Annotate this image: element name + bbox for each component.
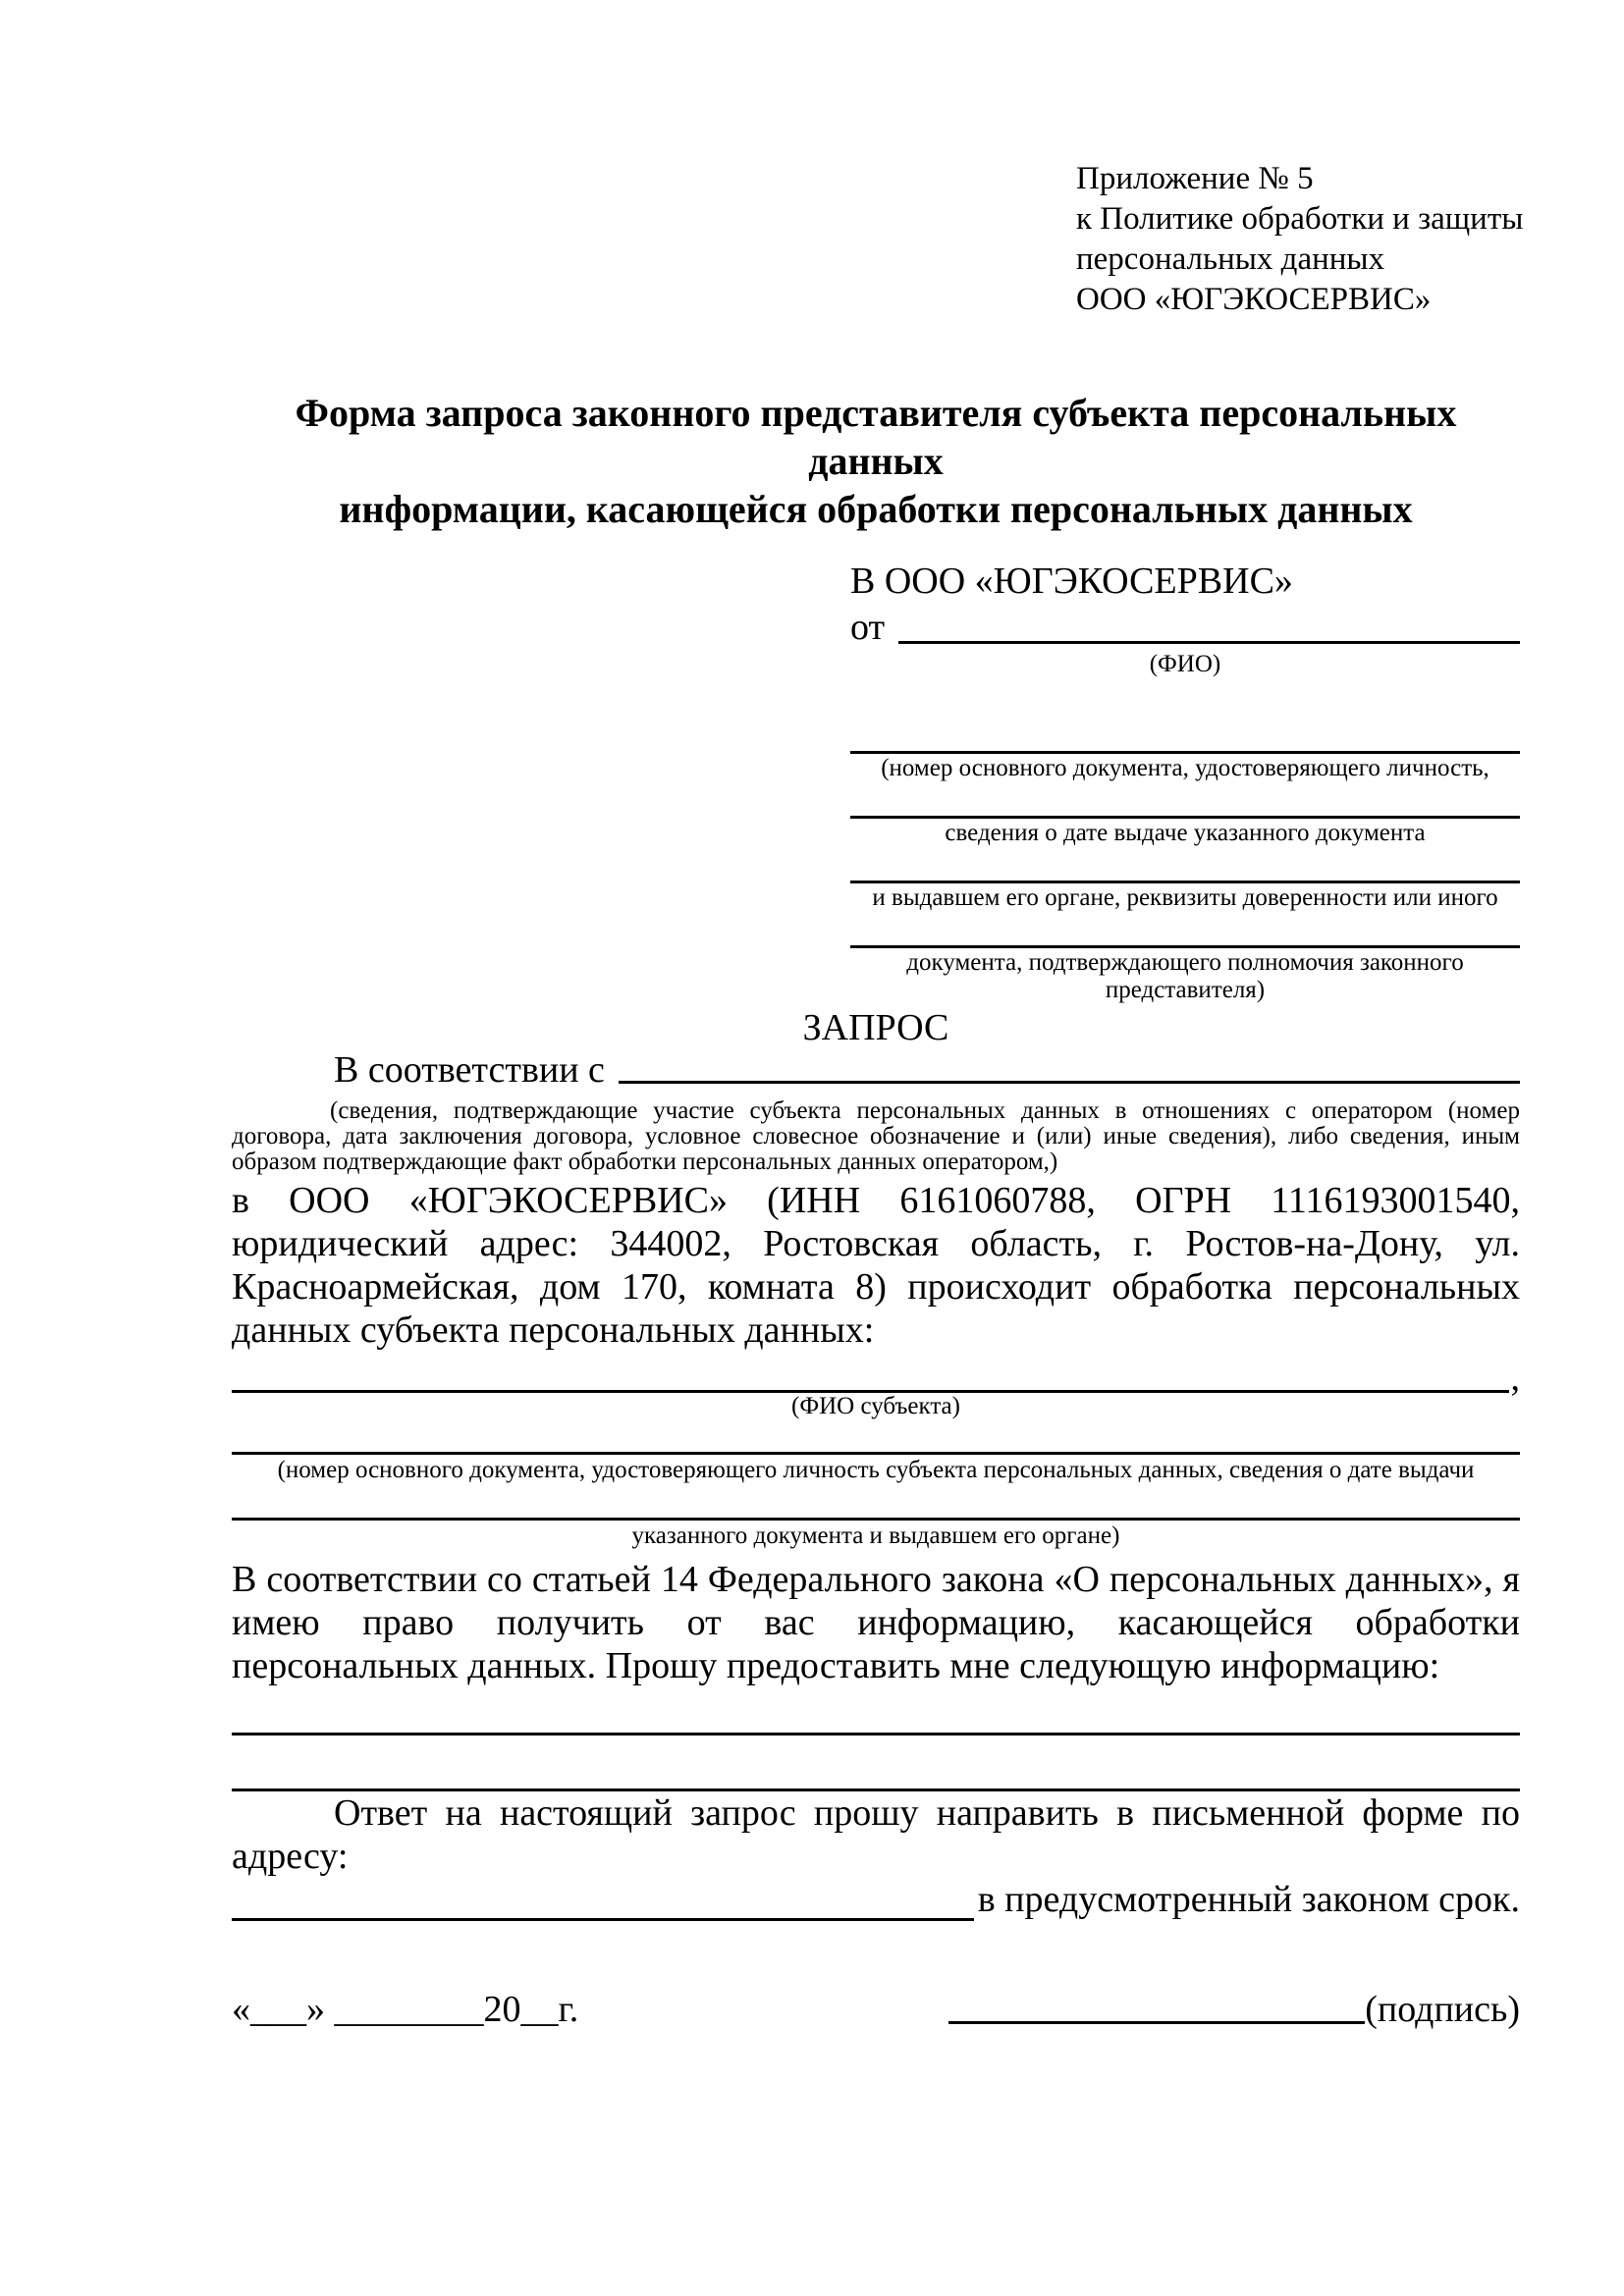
from-label: от <box>850 607 886 648</box>
info-blank-field-2 <box>232 1765 1520 1791</box>
appendix-line: Приложение № 5 <box>1076 161 1314 196</box>
response-sentence: Ответ на настоящий запрос прошу направить в письменной форме по адресу: <box>232 1792 1520 1877</box>
basis-blank-field <box>619 1049 1520 1084</box>
subject-fio-blank-field <box>232 1366 1509 1393</box>
signature-group <box>948 1986 1520 2032</box>
date-line: «___» ________20__г. <box>232 1989 579 2030</box>
appendix-line: к Политике обработки и защиты <box>1076 201 1524 237</box>
addressee-to: В ООО «ЮГЭКОСЕРВИС» <box>850 561 1293 602</box>
caption-issuing-authority: и выдавшем его органе, реквизиты доверенности или иного <box>872 884 1498 911</box>
issue-date-blank-field <box>850 788 1520 819</box>
response-address-row <box>232 1878 1520 1921</box>
caption-fio: (ФИО) <box>1149 651 1221 677</box>
appendix-block <box>1076 159 1524 320</box>
subject-doc-blank-field <box>232 1428 1520 1455</box>
address-blank-field <box>232 1883 974 1921</box>
doc-number-blank-field <box>850 723 1520 754</box>
request-heading: ЗАПРОС <box>802 1007 949 1048</box>
caption-authority-doc: документа, подтверждающего полномочия законного представителя) <box>906 949 1464 1003</box>
operator-paragraph: в ООО «ЮГЭКОСЕРВИС» (ИНН 6161060788, ОГРН 1116193001540, юридический адрес: 344002, Ростовская область, г. Ростов-на-Дону, ул. Красноармейская, дом 170, комната 8) происходит обработка персональных данных субъекта персональных данных: <box>232 1180 1520 1351</box>
caption-subject-doc-2: указанного документа и выдавшем его органе) <box>631 1522 1120 1549</box>
authority-doc-blank-field <box>850 918 1520 948</box>
from-row <box>850 605 1520 651</box>
paragraph-indent <box>232 1049 334 1091</box>
addressee-block <box>850 559 1520 1004</box>
caption-subject-fio: (ФИО субъекта) <box>791 1393 960 1419</box>
caption-issue-date: сведения о дате выдаче указанного документа <box>945 820 1426 846</box>
footer-row <box>232 1986 1520 2032</box>
page-title-line: Форма запроса законного представителя субъекта персональных данных <box>295 391 1457 483</box>
caption-subject-doc-1: (номер основного документа, удостоверяющего личность субъекта персональных данных, сведения о дате выдачи <box>277 1457 1475 1483</box>
fio-blank-field <box>898 605 1520 644</box>
page-title <box>232 389 1520 533</box>
signature-caption: (подпись) <box>1365 1989 1520 2030</box>
info-blank-field-1 <box>232 1709 1520 1735</box>
signature-blank-field <box>948 1986 1365 2024</box>
appendix-line: ООО «ЮГЭКОСЕРВИС» <box>1076 282 1432 317</box>
basis-label: В соответствии с <box>334 1049 605 1091</box>
fine-print-note: (сведения, подтверждающие участие субъекта персональных данных в отношениях с оператором (номер договора, дата заключения договора, условное словесное обозначение и (или) иные сведения), либо сведения, иным образом подтверждающие факт обработки персональных данных оператором,) <box>232 1097 1520 1175</box>
subject-fio-row <box>232 1358 1520 1399</box>
issuing-authority-blank-field <box>850 853 1520 883</box>
appendix-line: персональных данных <box>1076 241 1385 277</box>
deadline-text: в предусмотренный законом срок. <box>977 1879 1520 1920</box>
caption-doc-number: (номер основного документа, удостоверяющего личность, <box>881 755 1489 781</box>
basis-row <box>232 1049 1520 1091</box>
subject-doc-blank-field-2 <box>232 1494 1520 1521</box>
page-title-line: информации, касающейся обработки персональных данных <box>339 487 1413 531</box>
law-paragraph: В соответствии со статьей 14 Федерального закона «О персональных данных», я имею право получить от вас информацию, касающейся обработки персональных данных. Прошу предоставить мне следующую информацию: <box>232 1559 1520 1686</box>
subject-fio-comma: , <box>1510 1358 1520 1399</box>
